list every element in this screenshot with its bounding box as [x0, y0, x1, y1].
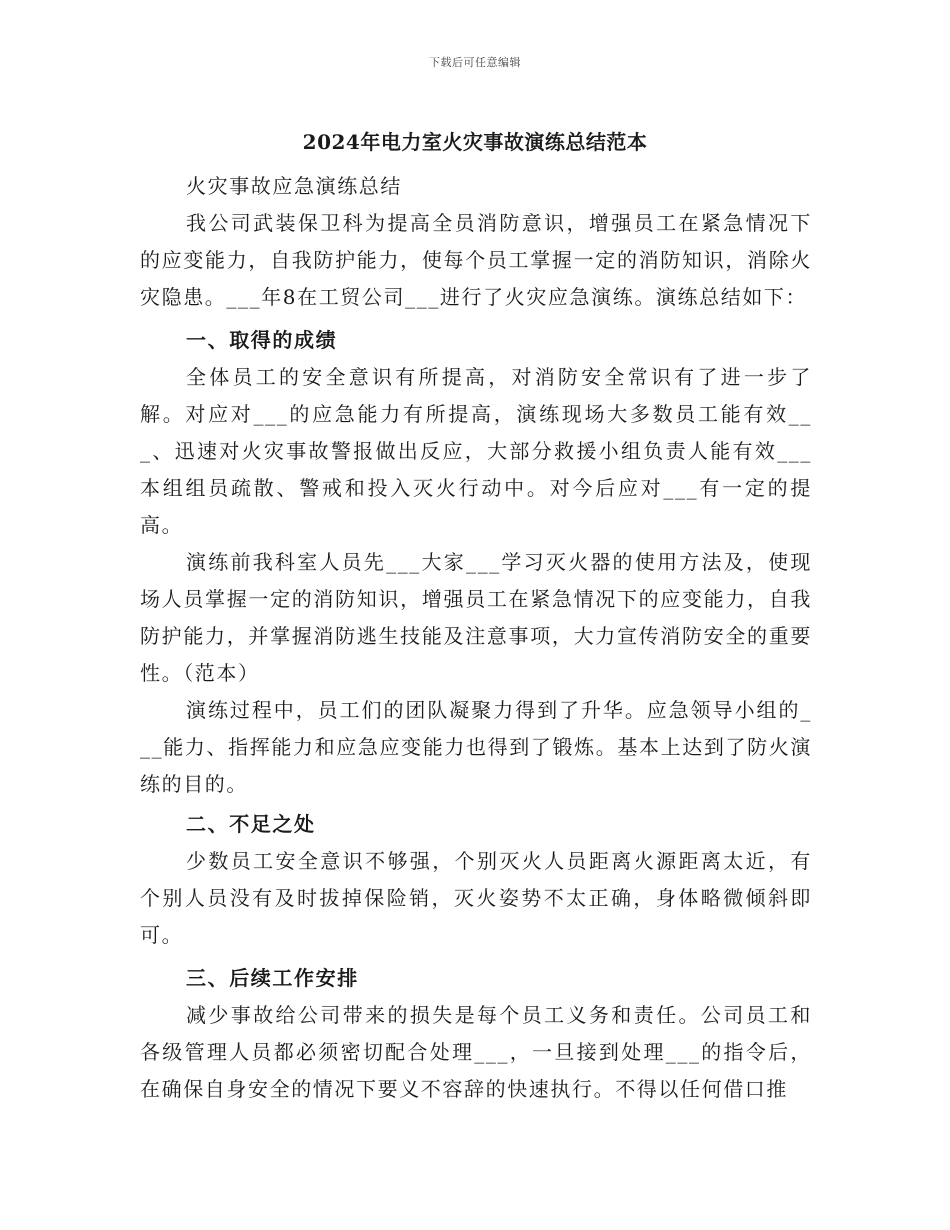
header-note: 下载后可任意编辑	[429, 56, 521, 69]
document-body	[140, 168, 812, 1108]
paragraph: 减少事故给公司带来的损失是每个员工义务和责任。公司员工和各级管理人员都必须密切配合处理___，一旦接到处理___的指令后，在确保自身安全的情况下要义不容辞的快速执行。不得以任何借口推	[140, 1003, 812, 1101]
section-heading-achievements: 一、取得的成绩	[186, 328, 338, 352]
paragraph: 全体员工的安全意识有所提高，对消防安全常识有了进一步了解。对应对___的应急能力有所提高，演练现场大多数员工能有效___、迅速对火灾事故警报做出反应，大部分救援小组负责人能有效___本组组员疏散、警戒和投入灭火行动中。对今后应对___有一定的提高。	[140, 365, 812, 537]
intro-paragraph: 我公司武装保卫科为提高全员消防意识，增强员工在紧急情况下的应变能力，自我防护能力，使每个员工掌握一定的消防知识，消除火灾隐患。___年8在工贸公司___进行了火灾应急演练。演练总结如下：	[140, 211, 812, 309]
paragraph: 演练前我科室人员先___大家___学习灭火器的使用方法及，使现场人员掌握一定的消防知识，增强员工在紧急情况下的应变能力，自我防护能力，并掌握消防逃生技能及注意事项，大力宣传消防安全的重要性。（范本）	[140, 550, 812, 685]
section-heading-shortcomings: 二、不足之处	[186, 812, 316, 836]
document-subtitle: 火灾事故应急演练总结	[186, 174, 402, 198]
section-heading-follow-up: 三、后续工作安排	[186, 966, 359, 990]
paragraph: 演练过程中，员工们的团队凝聚力得到了升华。应急领导小组的___能力、指挥能力和应急应变能力也得到了锻炼。基本上达到了防火演练的目的。	[140, 698, 812, 796]
paragraph: 少数员工安全意识不够强，个别灭火人员距离火源距离太近，有个别人员没有及时拔掉保险销，灭火姿势不太正确，身体略微倾斜即可。	[140, 849, 812, 947]
document-title: 2024年电力室火灾事故演练总结范本	[302, 130, 648, 154]
